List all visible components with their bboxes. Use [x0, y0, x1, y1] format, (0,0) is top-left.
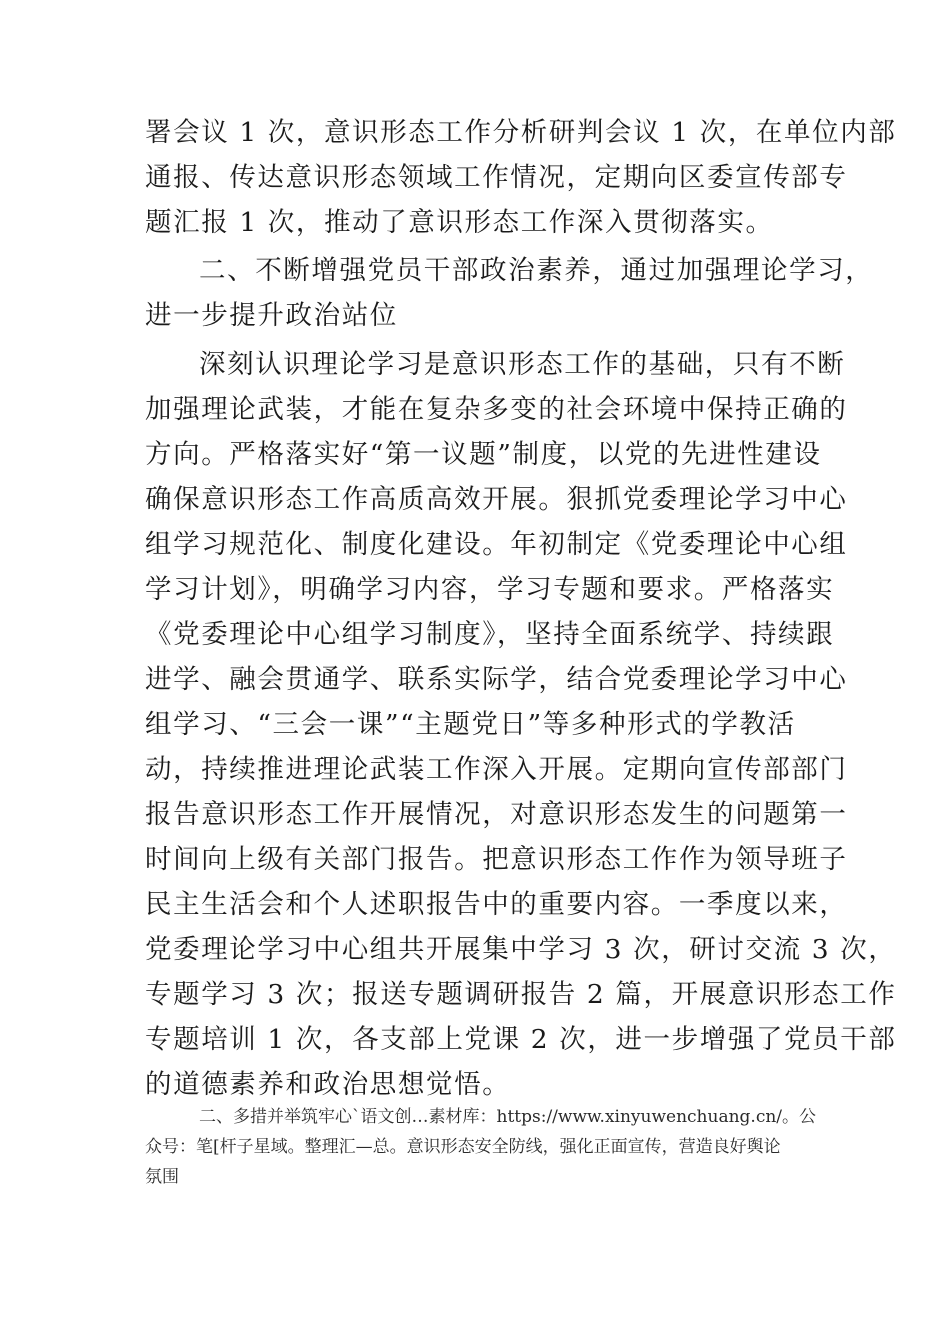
text-line: 学习计划》，明确学习内容，学习专题和要求。严格落实 — [145, 574, 835, 605]
text-line: 通报、传达意识形态领域工作情况，定期向区委宣传部专 — [145, 162, 848, 193]
footnote-line: 众号：笔[杆子星域。整理汇—总。意识形态安全防线，强化正面宣传，营造良好舆论 — [145, 1137, 781, 1157]
footnote-line: 氛围 — [145, 1167, 179, 1187]
text-line: 动，持续推进理论武装工作深入开展。定期向宣传部部门 — [145, 754, 848, 785]
heading-line: 二、不断增强党员干部政治素养，通过加强理论学习， — [199, 255, 874, 286]
paragraph-meetings-report — [145, 110, 897, 245]
text-line: 题汇报 1 次，推动了意识形态工作深入贯彻落实。 — [145, 207, 774, 238]
text-line: 加强理论武装，才能在复杂多变的社会环境中保持正确的 — [145, 394, 848, 425]
section-heading-2 — [145, 248, 874, 338]
text-line: 专题学习 3 次；报送专题调研报告 2 篇，开展意识形态工作 — [145, 979, 897, 1010]
text-line: 组学习、“三会一课”“主题党日”等多种形式的学教活 — [145, 709, 796, 740]
text-line: 时间向上级有关部门报告。把意识形态工作作为领导班子 — [145, 844, 848, 875]
paragraph-theory-study — [145, 342, 897, 1107]
text-line: 进学、融会贯通学、联系实际学，结合党委理论学习中心 — [145, 664, 848, 695]
text-line: 报告意识形态工作开展情况，对意识形态发生的问题第一 — [145, 799, 848, 830]
text-line: 《党委理论中心组学习制度》，坚持全面系统学、持续跟 — [145, 619, 835, 650]
text-line: 专题培训 1 次，各支部上党课 2 次，进一步增强了党员干部 — [145, 1024, 897, 1055]
text-line: 署会议 1 次，意识形态工作分析研判会议 1 次，在单位内部 — [145, 117, 897, 148]
footnote-section-3 — [145, 1102, 815, 1192]
text-line: 民主生活会和个人述职报告中的重要内容。一季度以来， — [145, 889, 848, 920]
heading-line: 进一步提升政治站位 — [145, 300, 398, 331]
text-line: 党委理论学习中心组共开展集中学习 3 次，研讨交流 3 次， — [145, 934, 897, 965]
text-line: 组学习规范化、制度化建设。年初制定《党委理论中心组 — [145, 529, 848, 560]
text-line: 确保意识形态工作高质高效开展。狠抓党委理论学习中心 — [145, 484, 848, 515]
footnote-line: 二、多措并举筑牢心`语文创…素材库：https://www.xinyuwenchuang.cn/。公 — [199, 1107, 817, 1127]
text-line: 深刻认识理论学习是意识形态工作的基础，只有不断 — [199, 349, 846, 380]
text-line: 的道德素养和政治思想觉悟。 — [145, 1069, 511, 1100]
text-line: 方向。严格落实好“第一议题”制度，以党的先进性建设 — [145, 439, 822, 470]
